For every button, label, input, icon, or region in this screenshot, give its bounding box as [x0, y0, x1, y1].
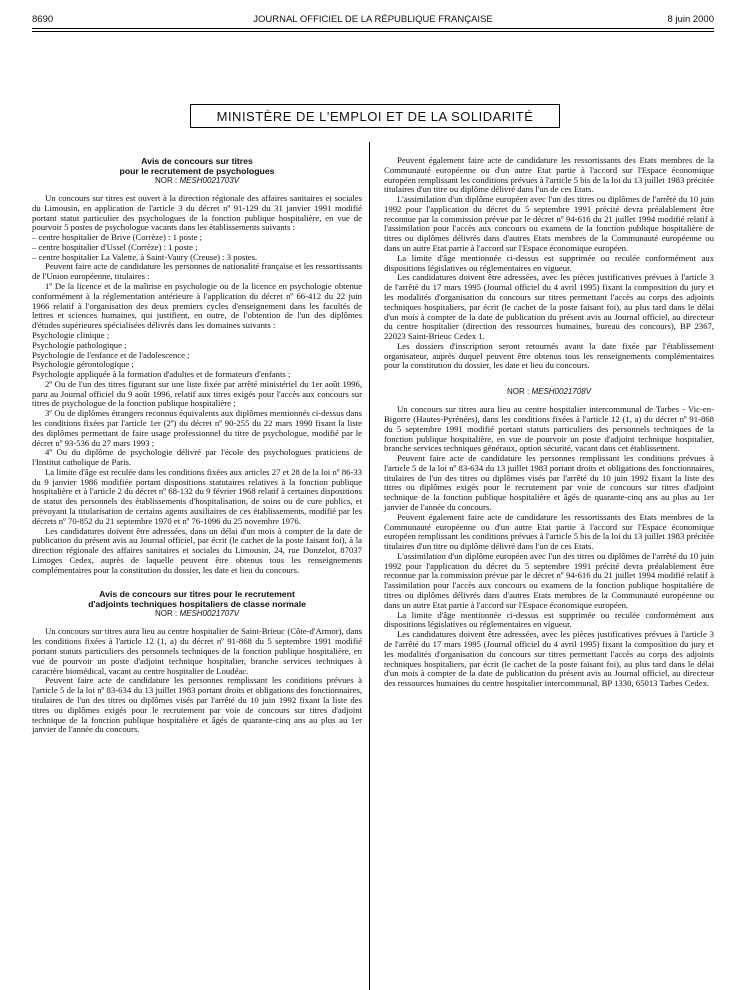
list-item: Psychologie appliquée à la formation d'adultes et de formateurs d'enfants ;: [32, 369, 291, 380]
notice-1-nor: NOR : MESH0021703V: [154, 176, 240, 185]
paragraph: Les candidatures doivent être adressées, avec les pièces justificatives prévues à l'article 3 de l'arrêté du 17 mars 1995 (Journal officiel du 4 avril 1995) fixant la composition du jury et les modalités d'organisation du concours sur titres permettant l'accès au corps des adjoints techniques hospitaliers, par écrit (le cachet de la poste faisant foi), au plus tard dans le délai d'un mois à compter de la date de publication du présent avis au Journal officiel, au directeur du centre hospitalier (direction des ressources humaines, bureau des concours), BP 2367, 22023 Saint-Brieuc Cedex 1.: [384, 272, 714, 342]
list-item: Psychologie clinique ;: [32, 329, 110, 340]
notice-3-nor: NOR : MESH0021708V: [506, 387, 592, 397]
list-item: Psychologie de l'enfance et de l'adolescence ;: [32, 349, 190, 360]
paragraph: Peuvent faire acte de candidature les personnes de nationalité française et les ressortissants de l'Union européenne, titulaires :: [32, 261, 362, 282]
issue-date: 8 juin 2000: [667, 14, 714, 25]
list-item: Psychologie pathologique ;: [32, 339, 127, 350]
page-number: 8690: [32, 14, 54, 25]
paragraph: 1º De la licence et de la maîtrise en psychologie ou de la licence en psychologie obtenue conformément à la réglementation antérieure à l'application du décret nº 66-412 du 22 juin 1966 relatif à l'organisation des deux premiers cycles d'enseignement dans les facultés de lettres et sciences humaines, qui justifient, en outre, de l'obtention de l'un des diplômes d'études supérieures spécialisées délivrés dans les domaines suivants :: [32, 281, 362, 331]
paragraph: La limite d'âge est reculée dans les conditions fixées aux articles 27 et 28 de la loi nº 86-33 du 9 janvier 1986 modifiée portant dispositions statutaires relatives à la fonction publique hospitalière et à l'article 2 du décret nº 68-132 du 9 février 1968 relatif à certaines dispositions de statut des personnels des établissements d'hospitalisation, de soins ou de cure publics, et prévoyant la titularisation de certains agents auxiliaires de ces établissements, modifié par les décrets nº 70-852 du 21 septembre 1970 et nº 76-1096 du 25 novembre 1976.: [32, 466, 362, 526]
journal-title: JOURNAL OFFICIEL DE LA RÉPUBLIQUE FRANÇAISE: [253, 14, 493, 25]
paragraph: Les candidatures doivent être adressées, dans un délai d'un mois à compter de la date de publication du présent avis au Journal officiel, par écrit (le cachet de la poste faisant foi), à la direction régionale des affaires sanitaires et sociales du Limousin, 24, rue Donzelot, 87037 Limoges Cedex, auprès de laquelle peuvent être obtenus tous les renseignements complémentaires pour la constitution du dossier, les date et lieu du concours.: [32, 525, 362, 575]
header-rule-double: [32, 31, 714, 32]
notice-2-title: Avis de concours sur titres pour le recrutement d'adjoints techniques hospitaliers de classe normale: [88, 589, 306, 610]
ministry-heading: MINISTÈRE DE L'EMPLOI ET DE LA SOLIDARITÉ: [190, 104, 560, 128]
notice-2-nor: NOR : MESH0021707V: [154, 609, 240, 619]
page-header: [32, 14, 714, 28]
paragraph: Peuvent faire acte de candidature les personnes remplissant les conditions prévues à l'article 5 de la loi nº 83-634 du 13 juillet 1983 portant droits et obligations des fonctionnaires, titulaires de l'un des titres ou diplômes visés par l'arrêté du 10 juin 1992 fixant la liste des titres ou diplômes exigés pour le recrutement par voie de concours sur titres d'adjoint technique de la fonction publique hospitalière et âgés de quarante-cinq ans au plus au 1er janvier de l'année du concours.: [384, 453, 714, 512]
paragraph: La limite d'âge mentionnée ci-dessus est supprimée ou reculée conformément aux dispositions législatives ou réglementaires en vigueur.: [384, 252, 714, 273]
paragraph: 4º Ou du diplôme de psychologie délivré par l'école des psychologues praticiens de l'Institut catholique de Paris.: [32, 447, 362, 468]
column-divider: [369, 142, 370, 990]
paragraph: L'assimilation d'un diplôme européen avec l'un des titres ou diplômes de l'arrêté du 10 juin 1992 pour l'application du décret du 5 septembre 1991 précité devra préalablement être reconnue par la commission prévue par le décret nº 94-616 du 21 juillet 1994 modifié relatif à l'assimilation pour l'accès aux concours ou examens de la fonction publique hospitalière de titres ou diplômes délivrés dans d'autres Etats membres de la Communauté européenne ou dans un autre Etat partie à l'accord sur l'Espace économique européen.: [384, 550, 714, 610]
paragraph: Les candidatures doivent être adressées, avec les pièces justificatives prévues à l'article 3 de l'arrêté du 17 mars 1995 (Journal officiel du 4 avril 1995) fixant la composition du jury et les modalités d'organisation du concours sur titres permettant l'accès au corps des adjoints techniques hospitaliers, par écrit (le cachet de la poste faisant foi), au plus tard dans le délai d'un mois à compter de la date de publication du présent avis au Journal officiel, au directeur des ressources humaines du centre hospitalier intercommunal, BP 1330, 65013 Tarbes Cedex.: [384, 629, 714, 689]
list-item: Psychologie gérontologique ;: [32, 359, 134, 370]
header-rule: [32, 28, 714, 29]
paragraph: Peuvent également faire acte de candidature les ressortissants des Etats membres de la Communauté européenne ou d'un autre Etat partie à l'accord sur l'Espace économique européen remplissant les conditions prévues à l'article 5 bis de la loi du 13 juillet 1983 précitée titulaires d'un titre ou diplôme délivré dans l'un de ces Etats.: [384, 155, 714, 195]
left-column: [32, 156, 362, 735]
paragraph: Peuvent faire acte de candidature les personnes remplissant les conditions prévues à l'article 5 de la loi nº 83-634 du 13 juillet 1983 portant droits et obligations des fonctionnaires, titulaires de l'un des titres ou diplômes visés par l'arrêté du 10 juin 1992 fixant la liste des titres ou diplômes exigés pour le recrutement par voie de concours sur titres d'adjoint technique de la fonction publique hospitalière et âgés de quarante-cinq ans au plus au 1er janvier de l'année du concours.: [32, 675, 362, 735]
paragraph: La limite d'âge mentionnée ci-dessus est supprimée ou reculée conformément aux dispositions législatives ou réglementaires en vigueur.: [384, 609, 714, 630]
list-item: – centre hospitalier d'Ussel (Corrèze) : 1 poste ;: [32, 241, 198, 252]
paragraph: Un concours sur titres est ouvert à la direction régionale des affaires sanitaires et sociales du Limousin, en application de l'article 3 du décret nº 91-129 du 31 janvier 1991 modifié portant statut particulier des psychologues de la fonction publique hospitalière, en vue de pourvoir 5 postes de psychologue vacants dans les établissements suivants :: [32, 193, 362, 233]
paragraph: Peuvent également faire acte de candidature les ressortissants des Etats membres de la Communauté européenne ou d'un autre Etat partie à l'accord sur l'Espace économique européen remplissant les conditions prévues à l'article 5 bis de la loi du 13 juillet 1983 précitée titulaires d'un titre ou diplôme délivré dans l'un de ces Etats.: [384, 511, 714, 552]
paragraph: 3º Ou de diplômes étrangers reconnus équivalents aux diplômes mentionnés ci-dessus dans les conditions fixées par l'article 1er (2º) du décret nº 90-255 du 22 mars 1990 fixant la liste des diplômes permettant de faire usage professionnel du titre de psychologue, modifié par le décret nº 93-536 du 27 mars 1993 ;: [32, 408, 362, 448]
notice-1-title: Avis de concours sur titres pour le recrutement de psychologues: [119, 156, 275, 176]
paragraph: 2º Ou de l'un des titres figurant sur une liste fixée par arrêté ministériel du 1er août 1996, paru au Journal officiel du 9 août 1996, relatif aux titres exigés pour l'accès aux concours sur titres de psychologue de la fonction publique hospitalière ;: [32, 378, 362, 409]
paragraph: Un concours sur titres aura lieu au centre hospitalier intercommunal de Tarbes - Vic-en-Bigorre (Hautes-Pyrénées), dans les conditions fixées à l'article 12 (1, a) du décret nº 91-868 du 5 septembre 1991 modifié portant statuts particuliers des personnels techniques de la fonction publique hospitalière, en vue de pourvoir un poste d'adjoint technique hospitalier, branche services techniques généraux, option sécurité, vacant dans cet établissement.: [384, 404, 714, 454]
paragraph: Les dossiers d'inscription seront retournés avant la date fixée par l'établissement organisateur, auprès duquel peuvent être obtenus tous les renseignements complémentaires pour la constitution du dossier, les date et lieu du concours.: [384, 340, 714, 371]
right-column: [384, 156, 714, 689]
list-item: – centre hospitalier La Valette, à Saint-Vaury (Creuse) : 3 postes.: [32, 251, 258, 262]
paragraph: Un concours sur titres aura lieu au centre hospitalier de Saint-Brieuc (Côte-d'Armor), dans les conditions fixées à l'article 12 (1, a) du décret nº 91-868 du 5 septembre 1991 modifié portant statuts particuliers des personnels techniques de la fonction publique hospitalière, en vue de pourvoir un poste d'adjoint technique hospitalier, branche services techniques à caractère biomédical, vacant au centre hospitalier de Loudéac.: [32, 626, 362, 676]
paragraph: L'assimilation d'un diplôme européen avec l'un des titres ou diplômes de l'arrêté du 10 juin 1992 pour l'application du décret du 5 septembre 1991 précité devra préalablement être reconnue par la commission prévue par le décret nº 94-616 du 21 juillet 1994 modifié relatif à l'assimilation pour l'accès aux concours ou examens de la fonction publique hospitalière de titres ou diplômes délivrés dans d'autres Etats membres de la Communauté européenne ou dans un autre Etat partie à l'accord sur l'Espace économique européen.: [384, 194, 714, 254]
list-item: – centre hospitalier de Brive (Corrèze) : 1 poste ;: [32, 232, 203, 243]
